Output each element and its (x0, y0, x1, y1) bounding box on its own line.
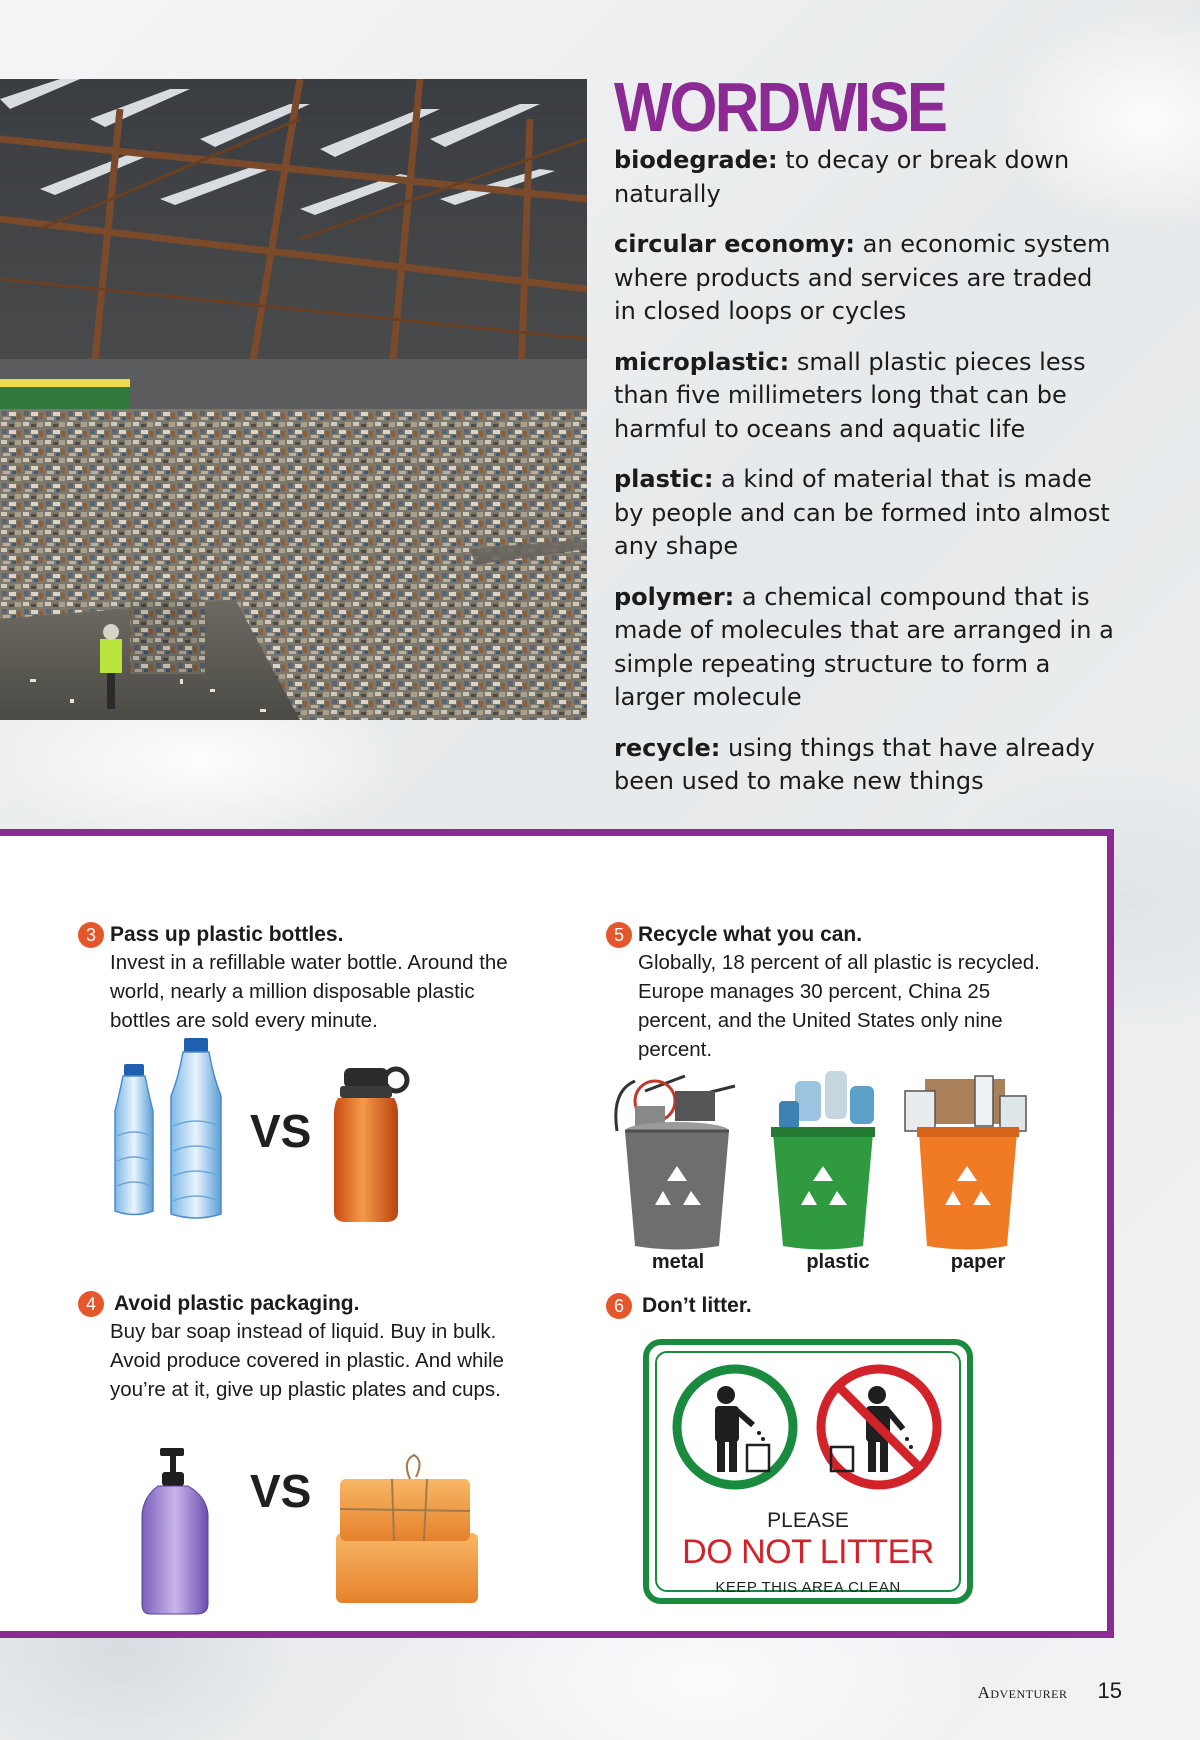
glossary-entry-microplastic (614, 346, 1114, 447)
plastic-bin-icon (771, 1071, 875, 1250)
tip-title: Avoid plastic packaging. (114, 1292, 360, 1315)
sign-please-text: PLEASE (767, 1509, 849, 1532)
glossary-definition: to decay or break down naturally (614, 146, 1070, 208)
liquid-soap-image (140, 1444, 220, 1616)
glossary-term: recycle: (614, 733, 721, 762)
no-littering-icon (815, 1363, 943, 1491)
glossary-entry-polymer (614, 581, 1114, 715)
tip-pass-up-plastic-bottles (78, 922, 538, 1035)
tip-recycle-what-you-can (606, 922, 1046, 1064)
glossary-entry-circular-economy (614, 228, 1114, 329)
tip-title: Pass up plastic bottles. (110, 923, 344, 946)
recycling-facility-photo (0, 79, 587, 720)
glossary-entry-plastic (614, 463, 1114, 564)
tip-title: Recycle what you can. (638, 923, 863, 946)
bin-label-plastic: plastic (806, 1251, 870, 1273)
glossary-term: biodegrade: (614, 146, 778, 174)
vs-label: VS (250, 1105, 312, 1157)
disposable-bottles-image (109, 1036, 229, 1221)
tip-body: Buy bar soap instead of liquid. Buy in bulk. Avoid produce covered in plastic. And while you’re at it, give up plastic plates and cups. (110, 1320, 504, 1401)
glossary-term: circular economy: (614, 230, 856, 258)
recycling-bins-image (605, 1071, 1065, 1251)
tip-number-badge: 3 (78, 922, 104, 948)
glossary-entry-recycle (614, 732, 1114, 799)
bin-label-paper: paper (950, 1251, 1006, 1273)
glossary-term: microplastic: (614, 347, 790, 376)
tip-number-badge: 6 (606, 1293, 632, 1319)
bar-soap-image (332, 1451, 482, 1611)
refillable-bottle-image (332, 1064, 412, 1224)
allowed-disposal-icon (671, 1363, 799, 1491)
wordwise-glossary (614, 70, 1114, 816)
bin-label-metal: metal (651, 1251, 705, 1273)
glossary-definition: a chemical compound that is made of molecules that are arranged in a simple repeating structure to form a larger molecule (614, 582, 1114, 711)
glossary-definition: small plastic pieces less than five millimeters long that can be harmful to oceans and aquatic life (614, 347, 1086, 443)
tips-box (0, 829, 1114, 1638)
page-number: 15 (1097, 1678, 1122, 1703)
tip-body: Invest in a refillable water bottle. Around the world, nearly a million disposable plastic bottles are sold every minute. (110, 951, 508, 1032)
glossary-term: plastic: (614, 465, 714, 493)
glossary-definition: an economic system where products and services are traded in closed loops or cycles (614, 230, 1111, 325)
tip-title: Don’t litter. (642, 1294, 752, 1317)
glossary-entry-biodegrade (614, 144, 1114, 211)
do-not-litter-sign (643, 1339, 973, 1604)
glossary-definition: using things that have already been used to make new things (614, 733, 1095, 795)
glossary-definition: a kind of material that is made by people and can be formed into almost any shape (614, 465, 1110, 560)
sign-main-text: DO NOT LITTER (682, 1533, 934, 1571)
tip-number-badge: 4 (78, 1291, 104, 1317)
tip-body: Globally, 18 percent of all plastic is recycled. Europe manages 30 percent, China 25 percent, and the United States only nine percent. (638, 951, 1040, 1061)
glossary-term: polymer: (614, 582, 735, 611)
metal-bin-icon (616, 1076, 735, 1250)
paper-bin-icon (905, 1076, 1026, 1250)
sign-sub-text: KEEP THIS AREA CLEAN (715, 1579, 901, 1596)
page-footer (978, 1678, 1122, 1704)
wordwise-title: WORDWISE (614, 68, 946, 146)
tip-avoid-plastic-packaging (78, 1291, 548, 1404)
vs-label: VS (250, 1465, 312, 1517)
tip-number-badge: 5 (606, 922, 632, 948)
magazine-name: Adventurer (977, 1683, 1068, 1702)
tip-dont-litter (606, 1293, 1046, 1319)
